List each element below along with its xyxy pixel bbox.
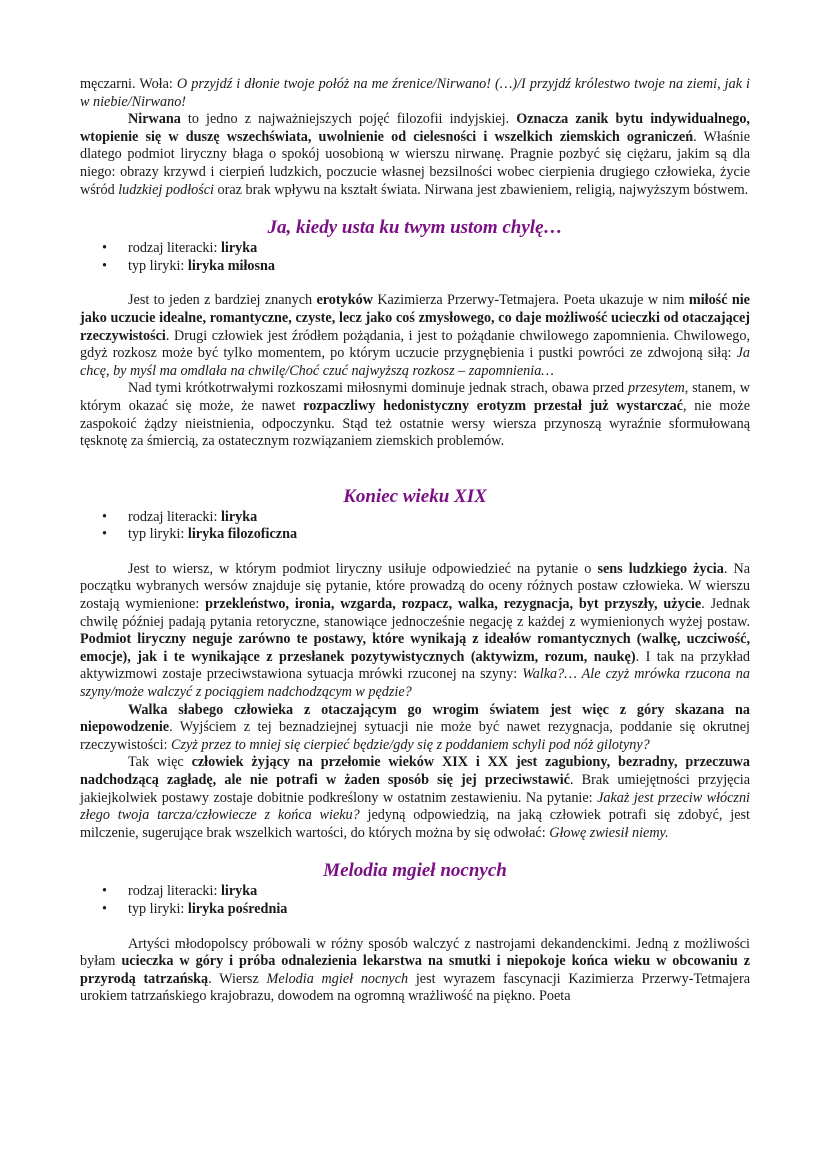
list-item (80, 258, 750, 276)
bullet-icon: • (102, 257, 107, 274)
text-run: . Jednak chwilę później padają pytania retoryczne, stanowiące jednocześnie negację z każdej z wymienionych wyżej postaw. (80, 596, 750, 630)
bold-text: ucieczka w góry i próba odnalezienia lekarstwa na smutki i niepokoje końca wieku w obcowaniu z przyrodą tatrzańską (80, 953, 751, 987)
item-value: liryka (220, 240, 258, 257)
info-list (80, 883, 750, 918)
paragraph (80, 76, 750, 111)
list-item (80, 883, 750, 901)
item-value: liryka filozoficzna (187, 526, 298, 543)
italic-quote: Walka?… Ale czyż mrówka rzucona na szyny/może walczyć z pociągiem nadchodzącym w pędzie? (80, 666, 750, 701)
section-heading: Koniec wieku XIX (343, 485, 487, 507)
paragraph (80, 561, 750, 702)
spacer (80, 919, 750, 936)
italic-quote: ludzkiej podłości (118, 181, 214, 198)
item-label: typ liryki: (128, 526, 188, 543)
spacer (80, 468, 750, 485)
paragraph (80, 936, 750, 1006)
text-run: Jest to wiersz, w którym podmiot liryczny usiłuje odpowiedzieć na pytanie o (128, 560, 598, 577)
text-run: to jedno z najważniejszych pojęć filozofii indyjskiej. (180, 111, 517, 128)
info-list (80, 509, 750, 544)
text-run: . I tak na przykład aktywizmowi zostaje przeciwstawiona sytuacja mrówki rzuconej na szyny: (80, 648, 750, 683)
spacer (80, 842, 750, 859)
bold-text: przekleństwo, ironia, wzgarda, rozpacz, walka, rezygnacja, byt przyszły, użycie (205, 596, 702, 613)
item-value: liryka miłosna (187, 257, 276, 274)
text-run: Artyści młodopolscy próbowali w różny sposób walczyć z nastrojami dekandenckimi. Jedną z możliwości byłam (80, 935, 750, 970)
text-run: Nad tymi krótkotrwałymi rozkoszami miłosnymi dominuje jednak strach, obawa przed (128, 380, 628, 397)
spacer (80, 451, 750, 468)
text-run: . Na początku wybranych wersów znajduje się pytanie, które prowadzą do oceny różnych postaw człowieka. W wierszu zostają wymienione: (80, 560, 750, 613)
paragraph (80, 380, 750, 450)
italic-quote: Ja chcę, by myśl ma omdlała na chwilę/Choć czuć najwyższą rozkosz – zapomnienia… (80, 345, 750, 379)
bullet-icon: • (102, 526, 107, 543)
text-run: jest wyrazem fascynacji Kazimierza Przerwy-Tetmajera urokiem tatrzańskiego krajobrazu, dowodem na ogromną wrażliwość na piękno. Poeta (80, 970, 750, 1005)
item-value: liryka pośrednia (187, 900, 288, 917)
text-run: , nie może zaspokoić żądzy nieistnienia, odpoczynku. Stąd też ostatnie wersy wiersza przynoszą wyraźnie sformułowaną tęsknotę za śmiercią, za ostatecznym rozwiązaniem ziemskich problemów. (80, 397, 751, 450)
item-label: typ liryki: (128, 257, 188, 274)
text-run: oraz brak wpływu na kształt świata. Nirwana jest zbawieniem, religią, najwyższym bóstwem. (214, 181, 749, 198)
text-run: Tak więc (128, 754, 192, 771)
italic-quote: Głowę zwiesił niemy. (549, 824, 669, 841)
text-run: . Wyjściem z tej beznadziejnej sytuacji nie może być nawet rezygnacja, poddanie się okrutnej rzeczywistości: (80, 719, 750, 753)
paragraph (80, 292, 750, 380)
spacer (80, 199, 750, 216)
bullet-icon: • (102, 508, 107, 525)
italic-quote: Czyż przez to mniej się cierpieć będzie/gdy się z poddaniem schyli pod nóż gilotyny? (171, 736, 650, 753)
document-page (80, 76, 750, 1006)
text-run: Jest to jeden z bardziej znanych (128, 292, 317, 309)
bold-text: człowiek żyjący na przełomie wieków XIX i XX jest zagubiony, bezradny, przeczuwa nadchodzącą zagładę, ale nie potrafi w żaden sposób się jej przeciwstawić (80, 754, 750, 788)
list-item (80, 240, 750, 258)
item-label: rodzaj literacki: (128, 508, 221, 525)
spacer (80, 544, 750, 561)
italic-quote: Jakaż jest przeciw włóczni złego twoja tarcza/człowiecze z końca wieku? (80, 789, 750, 824)
italic-quote: Melodia mgieł nocnych (266, 970, 409, 987)
bullet-icon: • (102, 900, 107, 917)
bold-text: sens ludzkiego życia (597, 560, 724, 577)
section-heading: Ja, kiedy usta ku twym ustom chylę… (267, 217, 563, 239)
item-label: typ liryki: (128, 900, 188, 917)
section-heading: Melodia mgieł nocnych (323, 860, 507, 882)
paragraph (80, 754, 750, 842)
bold-text: miłość nie jako uczucie idealne, romantyczne, czyste, lecz jako coś zmysłowego, co daje możliwość ucieczki od otaczającej rzeczywistości (80, 292, 750, 344)
bullet-icon: • (102, 240, 107, 257)
text-run: . Brak umiejętności przyjęcia jakiejkolwiek postawy zostaje dobitnie podkreślony w ostatnim zestawieniu. Na pytanie: (80, 772, 750, 806)
spacer (80, 275, 750, 292)
bold-text: erotyków (316, 292, 373, 309)
text-run: . Właśnie dlatego podmiot liryczny błaga o spokój uosobioną w wierszu nirwanę. Pragnie pozbyć się ciężaru, jakim są dla niego: obrazy krzywd i cierpień ludzkich, poczucie własnej bezsilności wobec cierpienia drugiego człowieka, życie wśród (80, 128, 750, 198)
paragraph (80, 111, 750, 199)
list-item (80, 901, 750, 919)
bold-text: Nirwana (128, 111, 181, 128)
item-label: rodzaj literacki: (128, 240, 221, 257)
item-value: liryka (220, 883, 258, 900)
bold-text: Walka słabego człowieka z otaczającym go wrogim światem jest więc z góry skazana na niepowodzenie (80, 701, 750, 736)
info-list (80, 240, 750, 275)
italic-quote: O przyjdź i dłonie twoje połóż na me źrenice/Nirwano! (…)/I przyjdź królestwo twoje na ziemi, jak i w niebie/Nirwano! (80, 76, 750, 110)
paragraph (80, 702, 750, 755)
list-item (80, 526, 750, 544)
text-run: męczarni. Woła: (80, 76, 177, 92)
text-run: jedyną odpowiedzią, na jaką człowiek potrafi się zdobyć, jest milczenie, sugerujące brak wszelkich wartości, do których można by się odwołać: (80, 807, 750, 841)
bold-text: rozpaczliwy hedonistyczny erotyzm przestał już wystarczać (303, 397, 683, 414)
italic-quote: przesytem (628, 380, 685, 397)
text-run: Kazimierza Przerwy-Tetmajera. Poeta ukazuje w nim (372, 292, 689, 309)
bullet-icon: • (102, 883, 107, 900)
bold-text: Podmiot liryczny neguje zarówno te postawy, które wynikają z ideałów romantycznych (walkę, uczciwość, emocje), jak i te wynikające z przesłanek pozytywistycznych (aktywizm, rozum, naukę) (80, 631, 750, 665)
item-value: liryka (220, 508, 258, 525)
text-run: , stanem, w którym okazać się może, że nawet (80, 380, 750, 414)
text-run: . Drugi człowiek jest źródłem pożądania, i jest to pożądanie chwilowego zapomnienia. Chwilowego, gdyż rozkosz może być tylko momentem, po którym uczucie przygnębienia i pustki powróci ze zdwojoną siłą: (80, 327, 750, 362)
list-item (80, 509, 750, 527)
item-label: rodzaj literacki: (128, 883, 221, 900)
bold-text: Oznacza zanik bytu indywidualnego, wtopienie się w duszę wszechświata, uwolnienie od cielesności i wszelkich ziemskich ograniczeń (80, 111, 750, 145)
text-run: . Wiersz (208, 970, 267, 987)
